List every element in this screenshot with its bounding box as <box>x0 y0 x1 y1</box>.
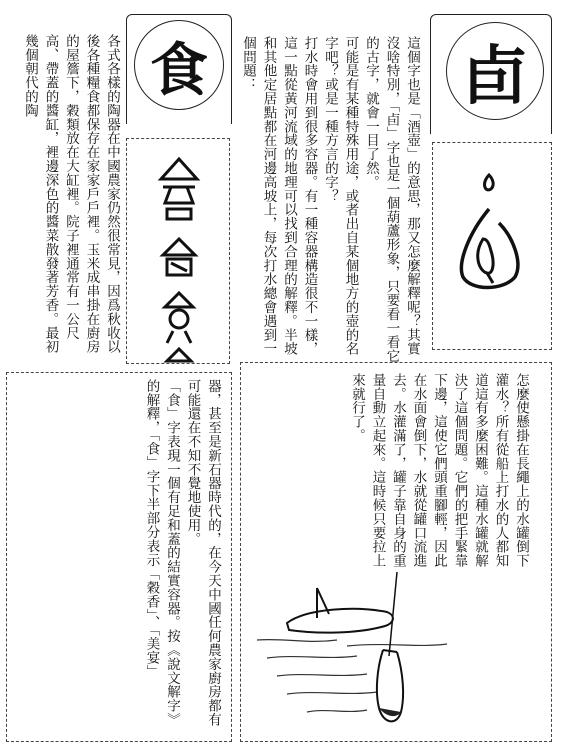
right-paragraph-3: 打水時會用到很多容器。有一種容器構造很不一樣，這一點從黃河流域的地理可以找到合理的解釋。半坡和其他定居點都在河邊高坡上，每次打水總會遇到一個問題： <box>240 36 318 356</box>
left-paragraph-1: 各式各樣的陶器在中國農家仍然很常見，因爲秋收以後各種糧食都保存在家家戶戶裡。玉米成串掛在廚房的屋簷下，穀類放在大缸裡。院子裡通常有一公尺高、帶蓋的醬缸，裡邊深色的醬菜散發著芳香。最初幾個朝代的陶 <box>22 34 120 354</box>
left-title-circle <box>134 20 224 110</box>
right-glyph-panel <box>432 142 552 350</box>
right-bottom-panel <box>240 362 552 742</box>
right-title-char: 卣 <box>463 40 527 114</box>
left-entry-text <box>6 34 122 364</box>
left-bottom-panel <box>6 372 232 742</box>
right-paragraph-2: 可能是有某種特殊用途，或者出自某個地方的壺的名字吧？或是一種方言的字？ <box>322 36 359 356</box>
water-jar-illustration-icon <box>247 568 547 738</box>
ancient-shi-glyph-icon <box>127 139 231 365</box>
ancient-you-glyph-icon <box>433 143 553 351</box>
right-bottom-paragraph: 怎麼使懸掛在長繩上的水罐倒下灌水？所有從船上打水的人都知道這有多麼困難。這種水罐就解決了這個問題。它們的把手緊靠下邊，這使它們頭重腳輕，因此在水面會倒下，水就從罐口流進去。水灌滿了，罐子靠自身的重量自動立起來。這時候只要拉上來就行了。 <box>349 373 529 568</box>
left-bottom-text <box>13 379 223 735</box>
left-bottom-paragraph-2: 「食」字表現一個有足和蓋的結實容器。按《說文解字》的解釋，「食」字下半部分表示「穀香」、「美宴」 <box>143 379 180 727</box>
left-bottom-paragraph-1: 器，甚至是新石器時代的，在今天中國任何農家廚房都有可能還在不知不覺地使用。 <box>184 379 221 727</box>
right-paragraph-1: 這個字也是「酒壺」的意思，那又怎麼解釋呢？其實沒啥特別，「卣」字也是一個葫蘆形象，只要看一看它的古字，就會一目了然。 <box>363 36 420 363</box>
left-title-char: 食 <box>149 36 208 104</box>
right-entry-text <box>240 36 422 366</box>
left-glyph-panel <box>126 138 230 364</box>
right-bottom-text <box>241 373 531 573</box>
right-title-circle <box>446 22 544 120</box>
